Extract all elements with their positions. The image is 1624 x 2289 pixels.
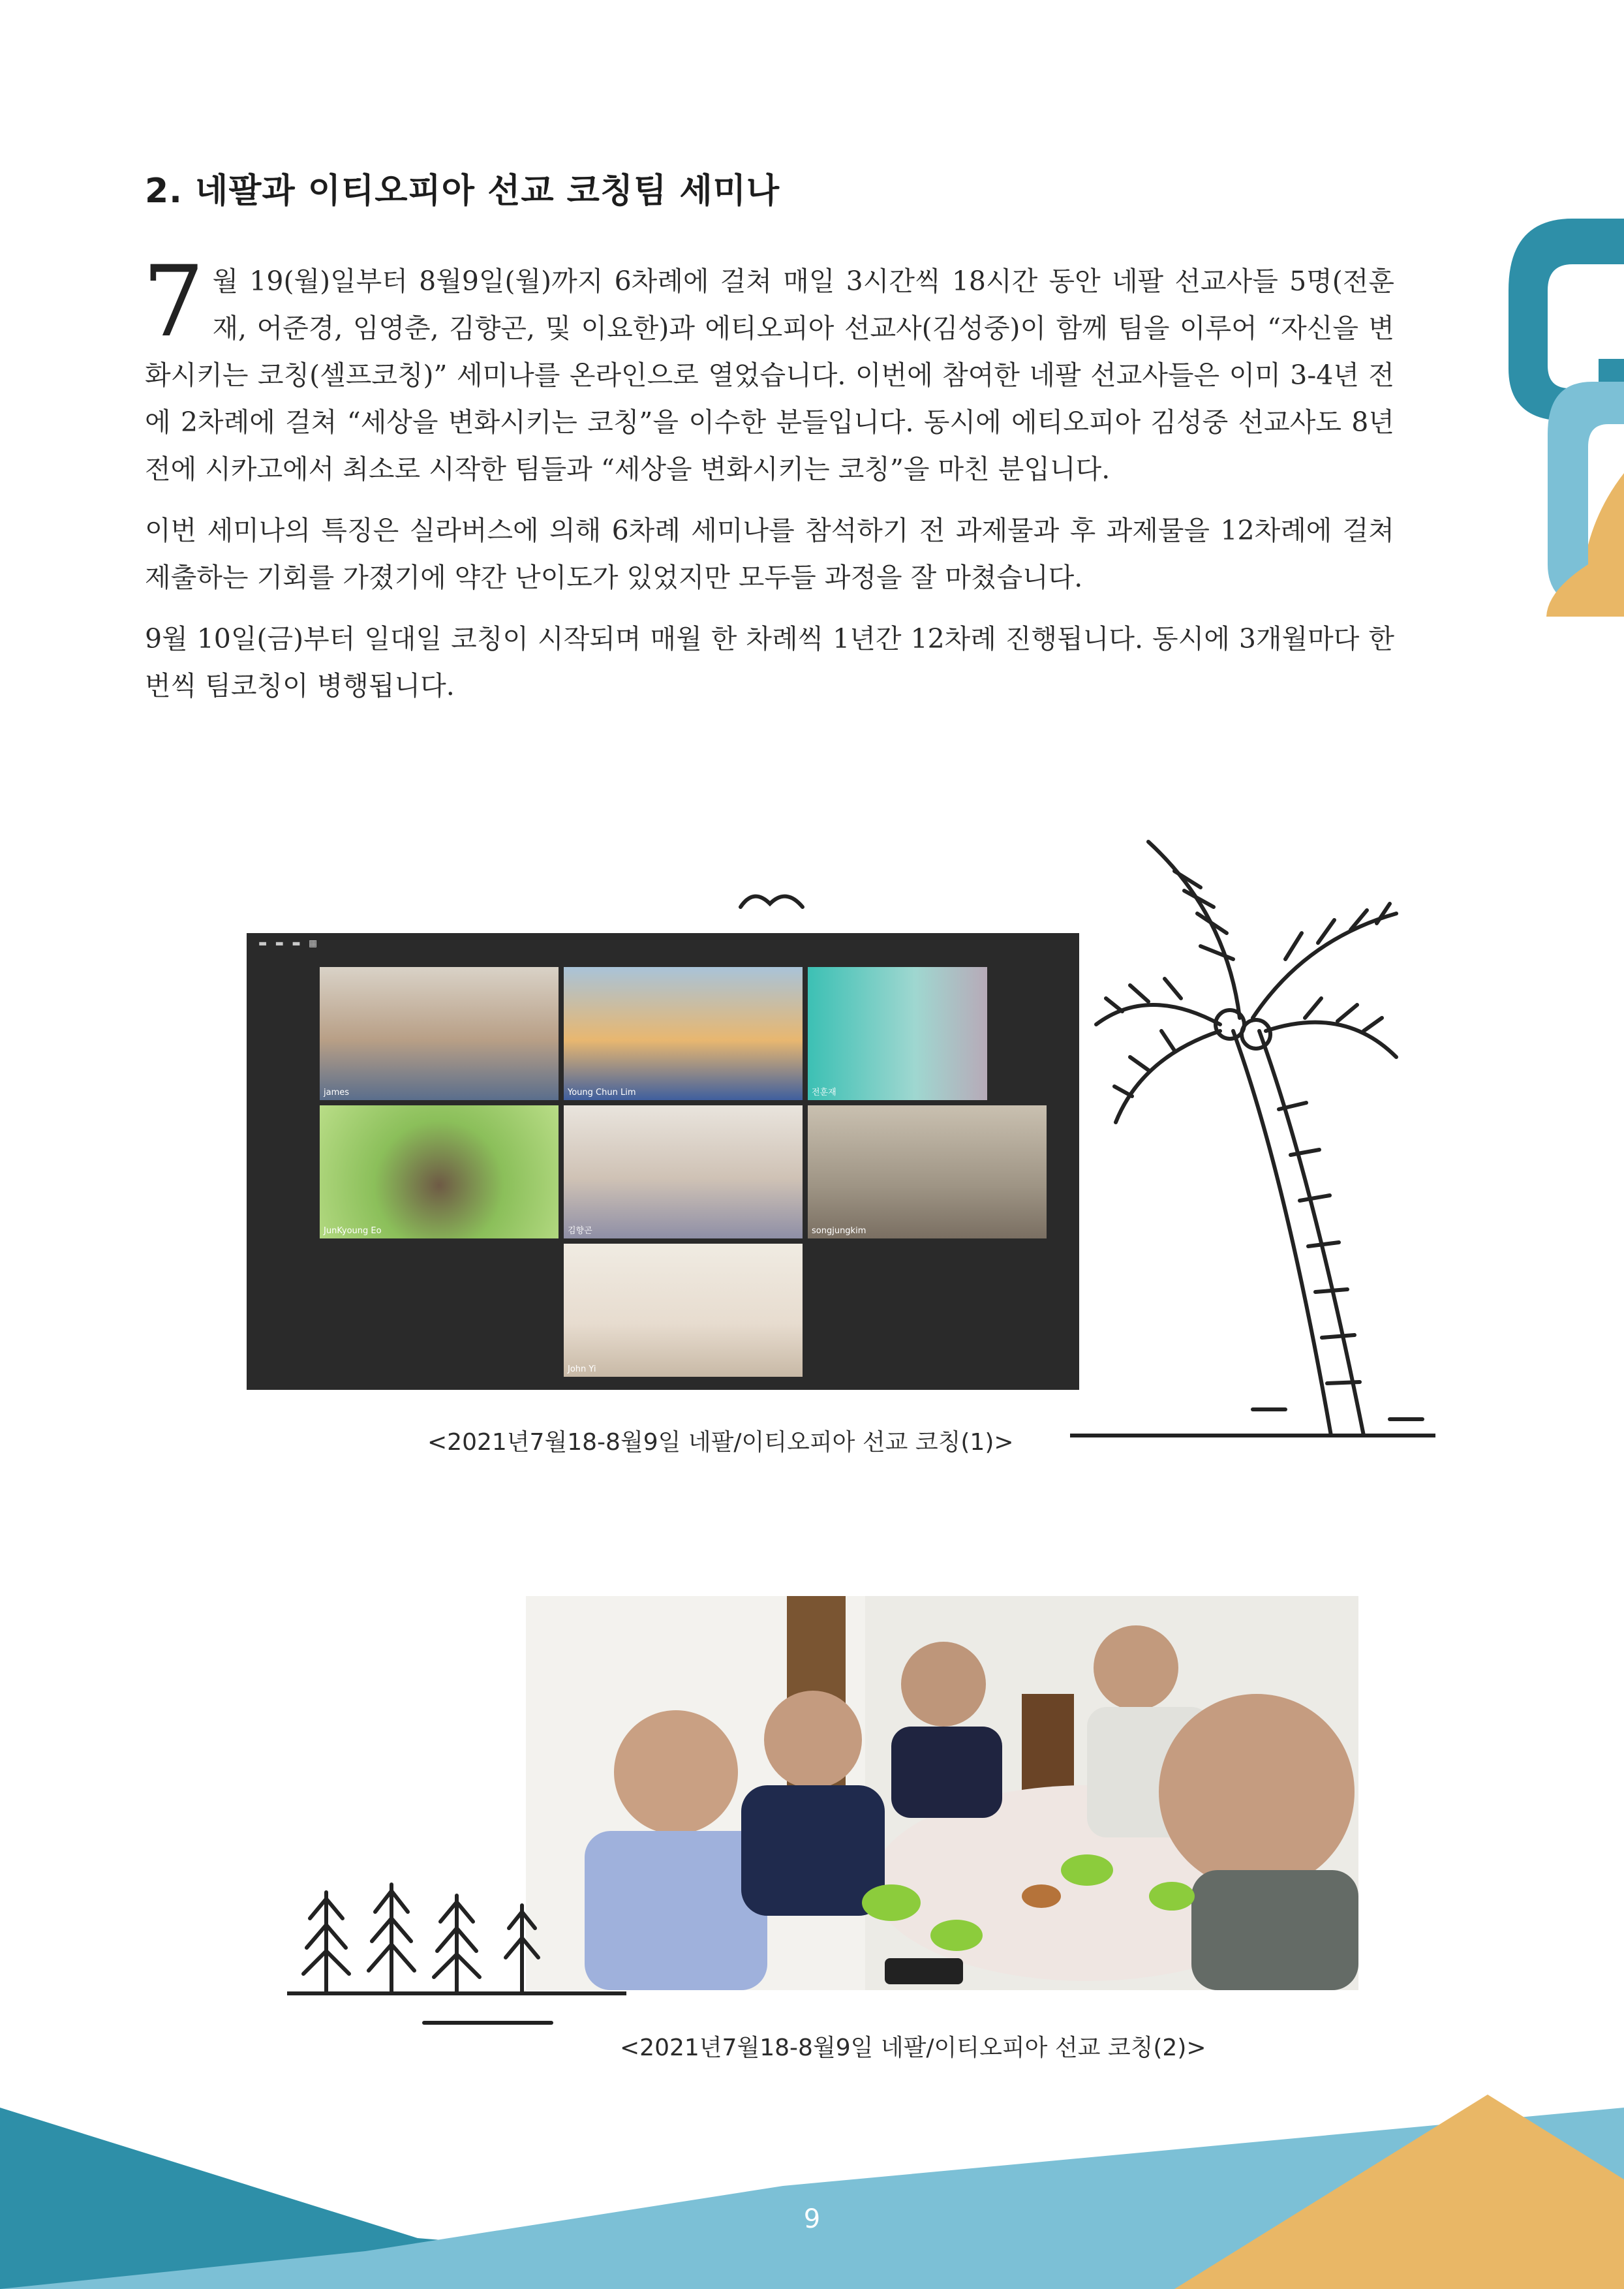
participant-tile: [808, 967, 987, 1100]
participant-tile: [320, 967, 559, 1100]
participant-name: John Yi: [568, 1364, 596, 1374]
drop-cap: 7: [142, 245, 205, 359]
participant-video: [564, 1105, 803, 1238]
palm-tree-doodle: [1070, 835, 1435, 1442]
zoom-gallery-screenshot: [247, 933, 1079, 1390]
participant-name: songjungkim: [812, 1226, 866, 1236]
group-photo-image: [526, 1596, 1358, 1990]
participant-name: 김향곤: [568, 1226, 592, 1236]
participant-tile: [564, 1244, 803, 1377]
footer-decoration: [0, 2082, 1624, 2289]
bird-doodle: [737, 884, 816, 917]
paragraph-1: [142, 245, 1394, 493]
pine-trees-doodle: [287, 1879, 626, 2036]
article-body: [142, 245, 1394, 724]
participant-tile: [564, 967, 803, 1100]
brand-logo-graphic: [1507, 199, 1624, 617]
participant-video: [564, 967, 803, 1100]
paragraph-3: 9월 10일(금)부터 일대일 코칭이 시작되며 매월 한 차례씩 1년간 12차례 진행됩니다. 동시에 3개월마다 한 번씩 팀코칭이 병행됩니다.: [145, 623, 1394, 701]
caption-photo-1: <2021년7월18-8월9일 네팔/이티오피아 선교 코칭(1)>: [427, 1429, 1014, 1456]
participant-tile: [564, 1105, 803, 1238]
participant-video: [808, 967, 987, 1100]
paragraph-1-text: 월 19(월)일부터 8월9일(월)까지 6차례에 걸쳐 매일 3시간씩 18시간 동안 네팔 선교사들 5명(전훈재, 어준경, 임영춘, 김향곤, 및 이요한)과 에티오피아 선교사(김성중)이 함께 팀을 이루어 “자신을 변화시키는 코칭(셀프코칭)” 세미나를 온라인으로 열었습니다. 이번에 참여한 네팔 선교사들은 이미 3-4년 전에 2차례에 걸쳐 “세상을 변화시키는 코칭”을 이수한 분들입니다. 동시에 에티오피아 김성중 선교사도 8년 전에 시카고에서 최소로 시작한 팀들과 “세상을 변화시키는 코칭”을 마친 분입니다.: [145, 266, 1394, 485]
participant-video: [808, 1105, 1047, 1238]
participant-tile: [808, 1105, 1047, 1238]
page-number: 9: [803, 2204, 821, 2234]
participant-name: Young Chun Lim: [568, 1088, 636, 1098]
group-photo: [526, 1596, 1358, 1990]
participant-name: 전훈재: [812, 1088, 836, 1098]
participant-tile-active: [320, 1105, 559, 1238]
participant-name: james: [324, 1088, 350, 1098]
caption-photo-2: <2021년7월18-8월9일 네팔/이티오피아 선교 코칭(2)>: [620, 2035, 1206, 2061]
participant-name: JunKyoung Eo: [324, 1226, 382, 1236]
participant-video: [320, 1105, 559, 1238]
participant-video: [564, 1244, 803, 1377]
view-toolbar[interactable]: ▬ ▬ ▬ ▦: [258, 938, 320, 949]
participant-video: [320, 967, 559, 1100]
section-heading: 2. 네팔과 이티오피아 선교 코칭팀 세미나: [145, 172, 780, 211]
paragraph-2: 이번 세미나의 특징은 실라버스에 의해 6차례 세미나를 참석하기 전 과제물과 후 과제물을 12차례에 걸쳐 제출하는 기회를 가졌기에 약간 난이도가 있었지만 모두들 과정을 잘 마쳤습니다.: [145, 515, 1394, 593]
